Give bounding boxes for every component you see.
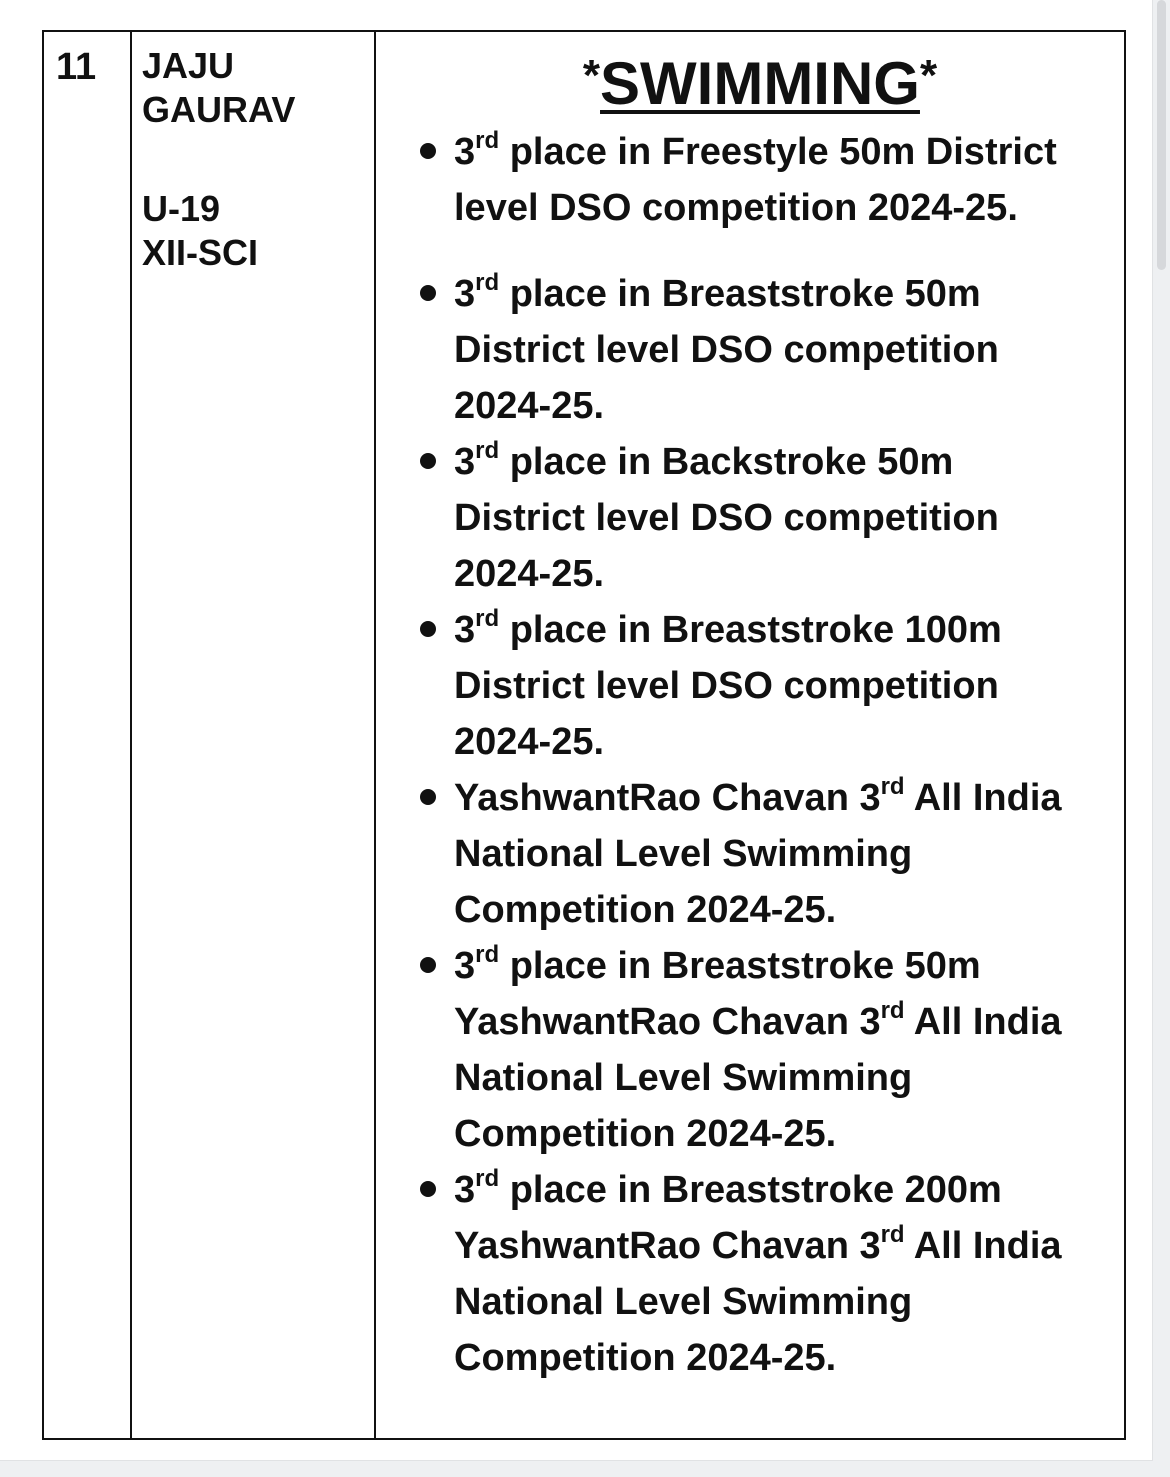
bullet-icon xyxy=(420,285,436,301)
achievement-line xyxy=(454,124,1104,180)
line-text: All India xyxy=(904,1225,1062,1267)
bullet-icon xyxy=(420,957,436,973)
bullet-icon xyxy=(420,789,436,805)
serial-number: 11 xyxy=(56,46,97,88)
line-text: Competition 2024-25. xyxy=(454,1113,837,1155)
sport-heading xyxy=(396,32,1124,117)
achievement-line xyxy=(454,714,1104,770)
ordinal-suffix: rd xyxy=(475,605,500,632)
ordinal-suffix: rd xyxy=(475,941,500,968)
student-name-line1: JAJU xyxy=(142,45,235,86)
bullet-icon xyxy=(420,453,436,469)
line-text: Competition 2024-25. xyxy=(454,1337,837,1379)
serial-cell xyxy=(43,31,131,1439)
achievement-line xyxy=(454,1106,1104,1162)
line-text: 3 xyxy=(454,441,476,483)
achievement-line xyxy=(454,994,1104,1050)
line-text: Competition 2024-25. xyxy=(454,889,837,931)
ordinal-suffix: rd xyxy=(880,773,905,800)
achievement-line xyxy=(454,1162,1104,1218)
line-text: place in Breaststroke 200m xyxy=(499,1169,1002,1211)
line-text: National Level Swimming xyxy=(454,1057,913,1099)
student-info xyxy=(132,32,374,275)
line-text: place in Breaststroke 50m xyxy=(499,945,981,987)
achievement-line xyxy=(454,882,1104,938)
line-text: 3 xyxy=(454,609,476,651)
ordinal-suffix: rd xyxy=(475,437,500,464)
heading-prefix: * xyxy=(582,51,601,100)
achievement-line xyxy=(454,1050,1104,1106)
student-class: XII-SCI xyxy=(142,232,259,273)
ordinal-suffix: rd xyxy=(880,997,905,1024)
achievement-line xyxy=(454,434,1104,490)
table-row xyxy=(43,31,1125,1439)
line-text: All India xyxy=(904,1001,1062,1043)
line-text: YashwantRao Chavan 3 xyxy=(454,1225,881,1267)
line-text: 2024-25. xyxy=(454,721,605,763)
list-item xyxy=(416,770,1104,938)
line-text: 3 xyxy=(454,1169,476,1211)
achievement-line xyxy=(454,770,1104,826)
achievement-line xyxy=(454,490,1104,546)
line-text: District level DSO competition xyxy=(454,329,999,371)
bullet-icon xyxy=(420,621,436,637)
achievement-line xyxy=(454,826,1104,882)
student-name-line2: GAURAV xyxy=(142,89,296,130)
list-item xyxy=(416,1162,1104,1386)
list-item xyxy=(416,434,1104,602)
ordinal-suffix: rd xyxy=(475,1165,500,1192)
line-text: YashwantRao Chavan 3 xyxy=(454,1001,881,1043)
ordinal-suffix: rd xyxy=(880,1221,905,1248)
list-item xyxy=(416,266,1104,434)
heading-word: SWIMMING xyxy=(600,50,920,117)
line-text: National Level Swimming xyxy=(454,1281,913,1323)
achievements-cell xyxy=(375,31,1125,1439)
achievement-line xyxy=(454,1274,1104,1330)
line-text: 2024-25. xyxy=(454,553,605,595)
line-text: 3 xyxy=(454,945,476,987)
ordinal-suffix: rd xyxy=(475,269,500,296)
heading-suffix: * xyxy=(919,51,938,100)
achievement-line xyxy=(454,1218,1104,1274)
achievement-line xyxy=(454,322,1104,378)
achievement-table xyxy=(42,30,1126,1440)
achievement-line xyxy=(454,1330,1104,1386)
list-item xyxy=(416,602,1104,770)
line-text: YashwantRao Chavan 3 xyxy=(454,777,881,819)
line-text: District level DSO competition xyxy=(454,665,999,707)
line-text: place in Freestyle 50m District xyxy=(499,131,1057,173)
achievement-line xyxy=(454,266,1104,322)
achievement-line xyxy=(454,180,1104,236)
ordinal-suffix: rd xyxy=(475,127,500,154)
achievement-line xyxy=(454,378,1104,434)
line-text: 2024-25. xyxy=(454,385,605,427)
scrollbar[interactable] xyxy=(1157,0,1166,270)
line-text: place in Breaststroke 50m xyxy=(499,273,981,315)
line-text: 3 xyxy=(454,273,476,315)
bullet-icon xyxy=(420,1181,436,1197)
line-text: level DSO competition 2024-25. xyxy=(454,187,1018,229)
achievement-line xyxy=(454,938,1104,994)
age-category: U-19 xyxy=(142,188,221,229)
spacer xyxy=(142,132,374,187)
line-text: All India xyxy=(904,777,1062,819)
student-cell xyxy=(131,31,375,1439)
achievement-list xyxy=(376,124,1124,1386)
line-text: 3 xyxy=(454,131,476,173)
bullet-icon xyxy=(420,143,436,159)
achievement-line xyxy=(454,546,1104,602)
list-item xyxy=(416,124,1104,236)
line-text: place in Backstroke 50m xyxy=(499,441,954,483)
line-text: District level DSO competition xyxy=(454,497,999,539)
achievement-line xyxy=(454,602,1104,658)
line-text: place in Breaststroke 100m xyxy=(499,609,1002,651)
achievement-line xyxy=(454,658,1104,714)
list-item xyxy=(416,938,1104,1162)
line-text: National Level Swimming xyxy=(454,833,913,875)
